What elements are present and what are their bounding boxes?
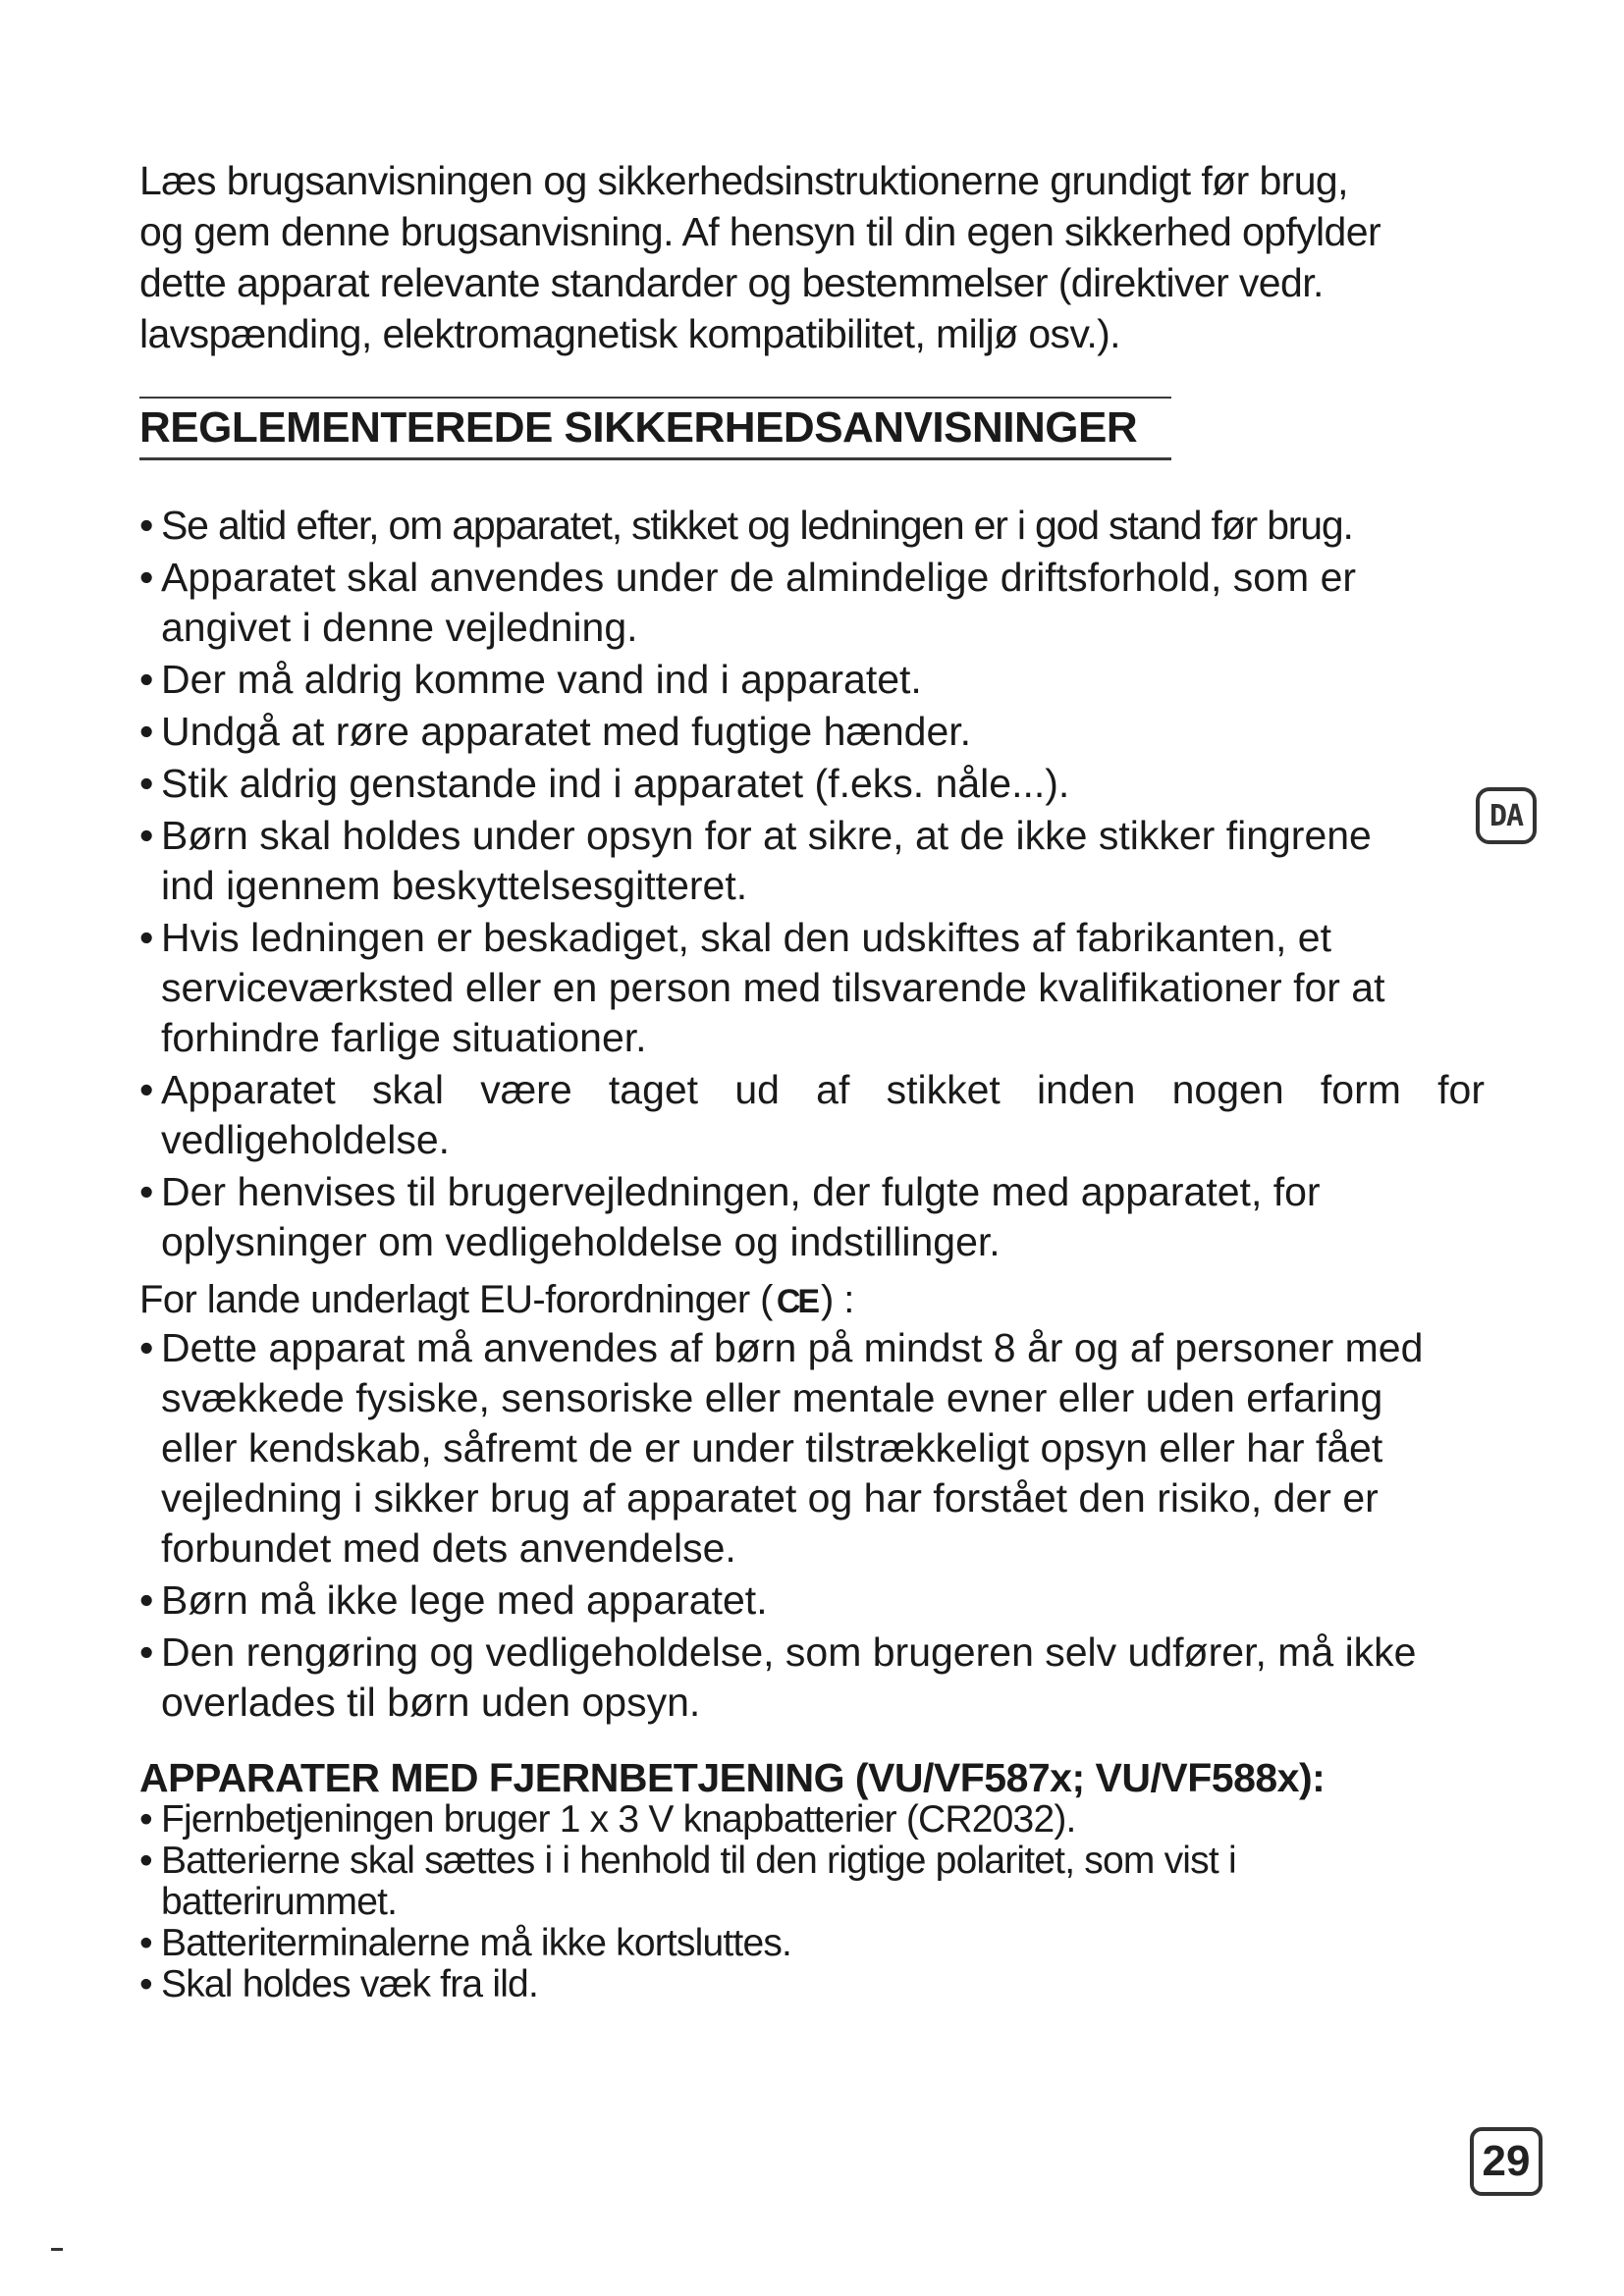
bullet: •	[139, 1840, 152, 1882]
list-item	[139, 1167, 1485, 1267]
list-item	[139, 501, 1485, 551]
intro-line: dette apparat relevante standarder og bestemmelser (direktiver vedr.	[139, 260, 1324, 305]
page-number: 29	[1470, 2127, 1543, 2196]
list-item	[139, 1065, 1485, 1165]
bullet: •	[139, 709, 154, 754]
ce-mark-icon: CE	[776, 1283, 818, 1320]
bullet: •	[139, 555, 154, 600]
bullet: •	[139, 657, 154, 702]
list-item	[139, 1628, 1485, 1728]
heading-top-rule	[139, 397, 1171, 399]
language-badge: DA	[1476, 787, 1537, 844]
list-item	[139, 1964, 1485, 2005]
list-item	[139, 553, 1485, 653]
list-item	[139, 655, 1485, 705]
list-item	[139, 1575, 1485, 1626]
intro-line: Læs brugsanvisningen og sikkerhedsinstruktionerne grundigt før brug,	[139, 158, 1348, 203]
list-item-text: Fjernbetjeningen bruger 1 x 3 V knapbatterier (CR2032).	[161, 1798, 1076, 1841]
bullet: •	[139, 915, 154, 960]
bullet: •	[139, 1922, 152, 1964]
bullet: •	[139, 503, 153, 548]
list-item	[139, 913, 1485, 1063]
eu-instructions-list	[139, 1323, 1485, 1730]
bullet: •	[139, 761, 154, 806]
eu-line-suffix: ) :	[821, 1278, 854, 1321]
list-item-text: Se altid efter, om apparatet, stikket og ledningen er i god stand før brug.	[161, 503, 1353, 548]
list-item	[139, 707, 1485, 757]
list-item-text: Børn skal holdes under opsyn for at sikre, at de ikke stikker fingrene ind igennem beskyttelsesgitteret.	[161, 813, 1372, 908]
list-item	[139, 1799, 1485, 1841]
intro-paragraph	[139, 155, 1494, 359]
bullet: •	[139, 1577, 154, 1623]
intro-line: lavspænding, elektromagnetisk kompatibilitet, miljø osv.).	[139, 311, 1120, 356]
list-item-text: Børn må ikke lege med apparatet.	[161, 1577, 768, 1623]
list-item-text: Den rengøring og vedligeholdelse, som brugeren selv udfører, må ikke overlades til børn uden opsyn.	[161, 1629, 1417, 1725]
list-item-text: Batterierne skal sættes i i henhold til den rigtige polaritet, som vist i batterirummet.	[161, 1840, 1236, 1923]
eu-line-prefix: For lande underlagt EU-forordninger (	[139, 1278, 773, 1321]
list-item-text: Batteriterminalerne må ikke kortsluttes.	[161, 1922, 792, 1964]
bullet: •	[139, 1169, 154, 1214]
intro-line: og gem denne brugsanvisning. Af hensyn til din egen sikkerhed opfylder	[139, 209, 1381, 254]
list-item-text: Der må aldrig komme vand ind i apparatet.	[161, 657, 922, 702]
list-item-text: Apparatet skal være taget ud af stikket inden nogen form for vedligeholdelse.	[161, 1067, 1485, 1162]
list-item-text: Apparatet skal anvendes under de almindelige driftsforhold, som er angivet i denne vejledning.	[161, 555, 1357, 650]
bullet: •	[139, 813, 154, 858]
list-item-text: Hvis ledningen er beskadiget, skal den udskiftes af fabrikanten, et serviceværksted eller en person med tilsvarende kvalifikationer for at forhindre farlige situationer.	[161, 915, 1385, 1060]
list-item	[139, 1323, 1485, 1574]
list-item-text: Skal holdes væk fra ild.	[161, 1963, 538, 2005]
list-item	[139, 1841, 1485, 1923]
section-heading: REGLEMENTEREDE SIKKERHEDSANVISNINGER	[139, 400, 1171, 460]
safety-instructions-list	[139, 501, 1485, 1269]
list-item-text: Stik aldrig genstande ind i apparatet (f.eks. nåle...).	[161, 761, 1070, 806]
list-item-text: Undgå at røre apparatet med fugtige hænder.	[161, 709, 972, 754]
remote-control-list	[139, 1799, 1485, 2005]
list-item	[139, 759, 1485, 809]
crop-mark	[51, 2248, 63, 2251]
bullet: •	[139, 1629, 154, 1675]
list-item-text: Dette apparat må anvendes af børn på mindst 8 år og af personer med svækkede fysiske, sensoriske eller mentale evner eller uden erfaring eller kendskab, såfremt de er under tilstrækkeligt opsyn eller har fået vejledning i sikker brug af apparatet og har forstået den risiko, der er forbundet med dets anvendelse.	[161, 1325, 1424, 1571]
bullet: •	[139, 1067, 154, 1112]
list-item	[139, 811, 1485, 911]
list-item	[139, 1923, 1485, 1964]
bullet: •	[139, 1963, 152, 2005]
eu-regulation-note	[139, 1276, 854, 1325]
bullet: •	[139, 1798, 152, 1841]
list-item-text: Der henvises til brugervejledningen, der fulgte med apparatet, for oplysninger om vedligeholdelse og indstillinger.	[161, 1169, 1321, 1264]
remote-control-heading: APPARATER MED FJERNBETJENING (VU/VF587x; VU/VF588x):	[139, 1755, 1326, 1800]
bullet: •	[139, 1325, 154, 1370]
